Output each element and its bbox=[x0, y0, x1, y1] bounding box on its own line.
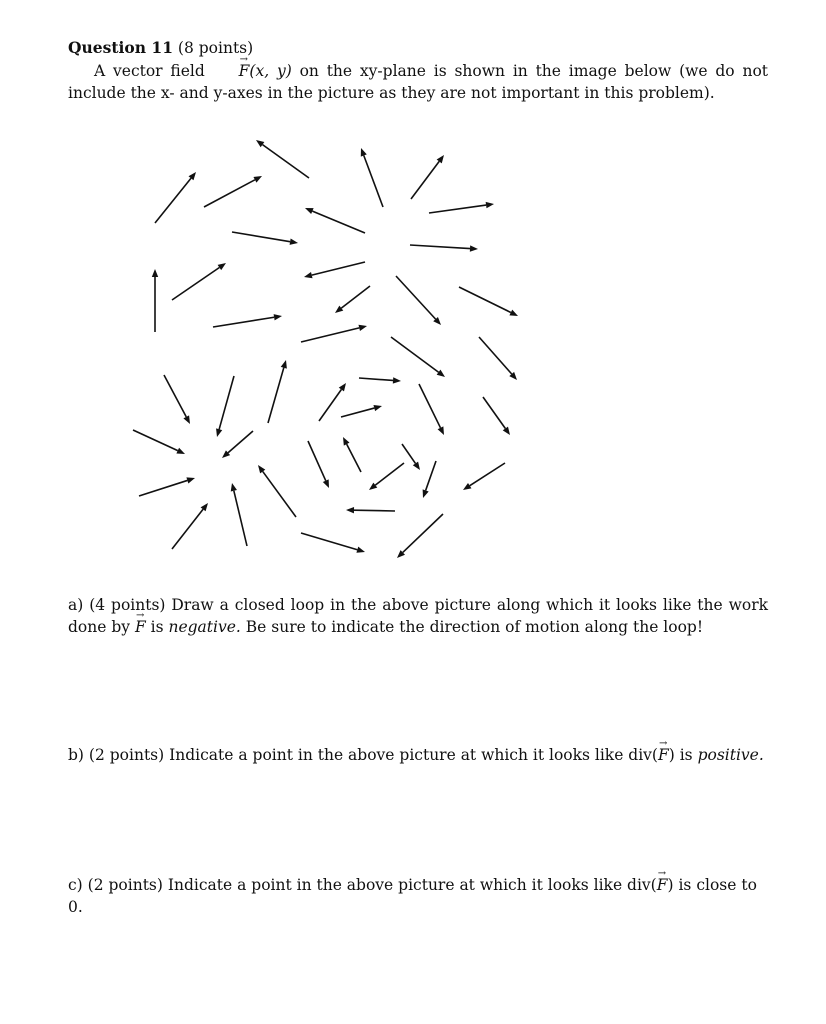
field-arrow bbox=[343, 437, 361, 472]
field-arrow-head bbox=[231, 483, 237, 492]
field-arrow-shaft bbox=[426, 461, 436, 490]
field-arrow-shaft bbox=[263, 145, 309, 178]
field-arrow bbox=[232, 232, 298, 245]
field-arrow-shaft bbox=[359, 378, 393, 380]
field-arrow-shaft bbox=[402, 444, 415, 463]
part-a-emphasis: negative. bbox=[168, 618, 241, 636]
part-c-text-2: ) is close to 0. bbox=[68, 876, 757, 916]
field-arrow bbox=[164, 375, 190, 424]
part-a-text-2: is bbox=[145, 618, 169, 636]
part-b-symbol: → F bbox=[658, 744, 669, 766]
field-arrow-head bbox=[176, 448, 185, 454]
field-arrow-shaft bbox=[263, 471, 296, 517]
field-arrow bbox=[222, 431, 253, 458]
field-arrow bbox=[172, 503, 208, 549]
question-title: Question 11 bbox=[68, 38, 173, 57]
part-b-points: (2 points) bbox=[88, 746, 165, 764]
field-arrow-shaft bbox=[319, 390, 341, 421]
part-c bbox=[68, 874, 768, 918]
field-arrow-head bbox=[253, 176, 262, 183]
field-arrow bbox=[341, 405, 382, 417]
field-arrow-head bbox=[343, 437, 350, 446]
part-a-label: a) bbox=[68, 596, 84, 614]
field-arrow bbox=[231, 483, 247, 546]
field-arrow-shaft bbox=[172, 509, 203, 549]
field-arrow-shaft bbox=[301, 533, 357, 550]
field-arrow-shaft bbox=[459, 287, 511, 312]
field-arrow-head bbox=[274, 314, 282, 320]
field-arrow bbox=[319, 383, 346, 421]
field-arrow bbox=[346, 507, 395, 513]
field-arrow bbox=[139, 477, 195, 496]
field-arrow-head bbox=[290, 239, 298, 245]
part-b-emphasis: positive. bbox=[697, 746, 764, 764]
field-arrow bbox=[256, 140, 309, 178]
field-arrow-shaft bbox=[228, 431, 253, 453]
field-arrow bbox=[459, 287, 518, 316]
field-arrow-shaft bbox=[172, 268, 219, 300]
field-arrow bbox=[391, 337, 445, 377]
field-arrow-shaft bbox=[204, 180, 255, 207]
intro-text-start: A vector field bbox=[94, 62, 213, 80]
field-arrow-head bbox=[339, 383, 346, 391]
field-arrow bbox=[213, 314, 282, 327]
part-b-text-2: ) is bbox=[668, 746, 698, 764]
field-arrow-shaft bbox=[375, 463, 404, 485]
field-arrow-head bbox=[305, 208, 314, 214]
field-arrow-head bbox=[486, 202, 494, 208]
field-arrow-shaft bbox=[301, 328, 359, 342]
field-arrow bbox=[258, 465, 296, 517]
field-arrow-shaft bbox=[403, 514, 443, 552]
field-arrow-head bbox=[503, 427, 510, 435]
question-intro bbox=[68, 60, 768, 104]
part-a-text-3: Be sure to indicate the direction of motion along the loop! bbox=[240, 618, 704, 636]
field-arrow bbox=[479, 337, 517, 380]
field-arrow-head bbox=[346, 507, 354, 513]
part-c-label: c) bbox=[68, 876, 83, 894]
field-arrow-head bbox=[509, 310, 518, 316]
field-arrow-shaft bbox=[341, 286, 370, 308]
field-arrow-shaft bbox=[470, 463, 505, 486]
field-arrow-head bbox=[186, 477, 195, 483]
field-arrow bbox=[172, 263, 226, 300]
field-arrow-head bbox=[218, 263, 226, 270]
field-arrow-shaft bbox=[308, 441, 326, 481]
field-arrow-shaft bbox=[341, 408, 374, 417]
field-arrow-head bbox=[183, 415, 190, 424]
question-points: (8 points) bbox=[177, 39, 254, 57]
field-arrow-shaft bbox=[419, 384, 440, 428]
part-a-symbol: → F bbox=[135, 616, 146, 638]
field-arrow bbox=[204, 176, 262, 207]
field-arrow bbox=[305, 208, 365, 233]
field-arrow-head bbox=[393, 377, 401, 383]
field-arrow-head bbox=[413, 462, 420, 470]
field-arrow-head bbox=[304, 272, 313, 278]
part-b-text-1: Indicate a point in the above picture at which it looks like div( bbox=[169, 746, 658, 764]
part-c-symbol: → F bbox=[657, 874, 668, 896]
field-arrow-head bbox=[373, 405, 382, 411]
field-arrow-head bbox=[358, 325, 367, 331]
field-arrow-shaft bbox=[164, 375, 186, 417]
field-args: (x, y) bbox=[249, 62, 292, 80]
field-arrow bbox=[410, 245, 478, 252]
part-b-label: b) bbox=[68, 746, 84, 764]
field-arrow bbox=[361, 148, 383, 207]
field-arrow-shaft bbox=[312, 262, 365, 275]
field-arrow-head bbox=[256, 140, 264, 147]
field-arrow bbox=[359, 377, 401, 383]
part-c-text-1: Indicate a point in the above picture at which it looks like div( bbox=[167, 876, 657, 894]
part-a-text-1: Draw a closed loop in the above picture along which it looks like the work done by bbox=[68, 596, 768, 636]
field-arrow-shaft bbox=[347, 444, 361, 472]
field-arrow bbox=[301, 533, 365, 553]
field-arrow-head bbox=[356, 547, 365, 553]
field-arrow-shaft bbox=[483, 397, 505, 428]
field-arrow-shaft bbox=[213, 317, 274, 327]
field-arrow-shaft bbox=[391, 337, 439, 372]
field-arrow bbox=[304, 262, 365, 278]
field-arrow bbox=[463, 463, 505, 490]
field-arrow bbox=[483, 397, 510, 435]
field-arrow bbox=[155, 172, 196, 223]
field-arrow bbox=[152, 269, 158, 332]
field-arrow-shaft bbox=[139, 480, 187, 496]
field-arrow-shaft bbox=[234, 491, 247, 546]
field-arrow-head bbox=[463, 483, 471, 490]
intro-text-end: on the xy-plane is shown in the image below (we do not include the x- and y-axes in the picture as they are not important in this problem). bbox=[68, 62, 768, 102]
field-arrow-shaft bbox=[312, 211, 365, 233]
field-arrow-head bbox=[281, 360, 287, 369]
field-arrow bbox=[429, 202, 494, 213]
field-arrow-shaft bbox=[219, 376, 234, 429]
field-arrow bbox=[335, 286, 370, 313]
field-arrow bbox=[411, 155, 444, 199]
field-symbol: → F bbox=[213, 60, 250, 82]
field-arrow-head bbox=[216, 428, 222, 437]
field-arrow bbox=[369, 463, 404, 490]
field-arrow-head bbox=[438, 426, 444, 435]
field-arrow bbox=[308, 441, 329, 488]
field-arrow-shaft bbox=[364, 155, 383, 207]
field-arrow bbox=[133, 430, 185, 454]
part-c-points: (2 points) bbox=[87, 876, 163, 894]
field-arrow-shaft bbox=[396, 276, 436, 319]
field-arrow-head bbox=[470, 245, 478, 251]
part-a bbox=[68, 594, 768, 638]
question-header bbox=[68, 37, 768, 59]
field-arrow-shaft bbox=[411, 161, 439, 199]
field-arrow-shaft bbox=[410, 245, 470, 249]
field-arrow-shaft bbox=[133, 430, 178, 451]
field-arrow bbox=[268, 360, 287, 423]
field-arrow bbox=[423, 461, 436, 498]
field-arrow-shaft bbox=[268, 368, 284, 423]
field-arrow-head bbox=[361, 148, 367, 157]
part-b bbox=[68, 744, 768, 766]
field-arrow bbox=[301, 325, 367, 342]
field-arrow-shaft bbox=[479, 337, 512, 374]
field-arrow-shaft bbox=[155, 178, 191, 223]
field-arrow-shaft bbox=[354, 510, 395, 511]
field-arrow-head bbox=[423, 489, 429, 498]
field-arrow-head bbox=[258, 465, 265, 473]
field-arrow bbox=[216, 376, 234, 437]
field-arrow bbox=[419, 384, 444, 435]
part-a-points: (4 points) bbox=[89, 596, 166, 614]
field-arrow bbox=[402, 444, 420, 470]
field-arrow-shaft bbox=[429, 205, 486, 213]
field-arrow bbox=[396, 276, 441, 325]
field-arrow-shaft bbox=[232, 232, 290, 242]
field-arrow-head bbox=[323, 479, 329, 488]
field-arrow bbox=[397, 514, 443, 558]
field-arrow-head bbox=[152, 269, 158, 277]
